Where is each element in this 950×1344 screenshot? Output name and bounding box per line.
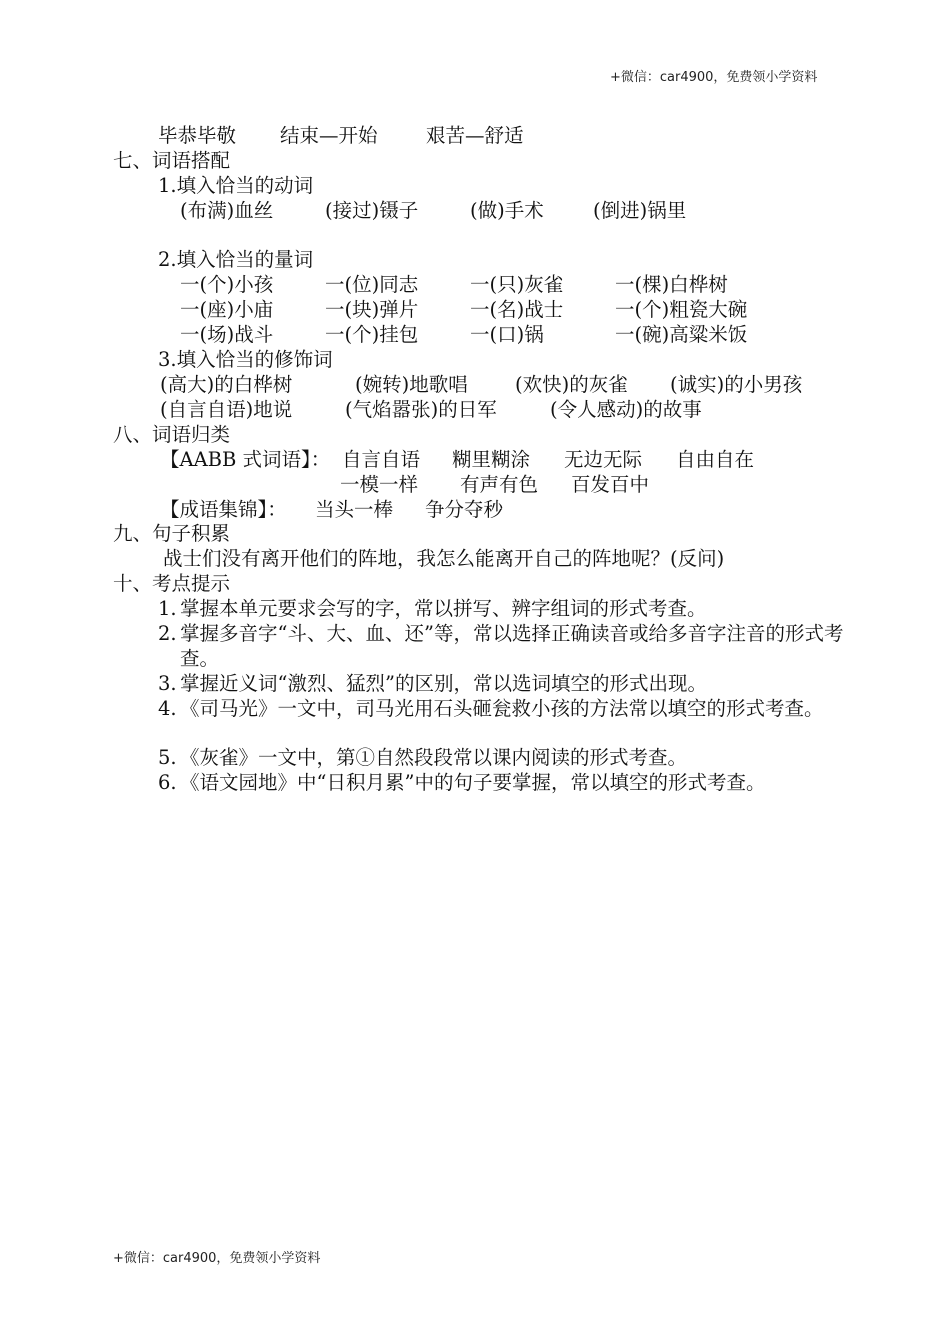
- point-number: 2.: [158, 622, 177, 645]
- aabb-word: 自由自在: [676, 448, 755, 471]
- measure-item: 一(棵)白桦树: [615, 273, 728, 296]
- idiom-word: 争分夺秒: [425, 498, 504, 521]
- top-line-item: 毕恭毕敬: [158, 124, 237, 147]
- measure-item: 一(个)小孩: [180, 273, 274, 296]
- measure-item: 一(碗)高粱米饭: [615, 323, 748, 346]
- verb-item: (做)手术: [470, 199, 544, 222]
- section-7-2-title: 2.填入恰当的量词: [158, 248, 314, 271]
- footer-note: +微信：car4900，免费领小学资料: [113, 1251, 321, 1266]
- aabb-word: 有声有色: [460, 473, 539, 496]
- point-item: [158, 672, 852, 697]
- point-text: 《司马光》一文中，司马光用石头砸瓮救小孩的方法常以填空的形式考查。: [180, 697, 824, 720]
- aabb-word: 无边无际: [564, 448, 643, 471]
- measure-item: 一(位)同志: [325, 273, 419, 296]
- point-number: 6.: [158, 771, 177, 794]
- verb-item: (接过)镊子: [325, 199, 419, 222]
- aabb-word: 糊里糊涂: [452, 448, 531, 471]
- point-item: [158, 622, 852, 671]
- top-line-item: 艰苦—舒适: [426, 124, 524, 147]
- measure-item: 一(只)灰雀: [470, 273, 564, 296]
- measure-item: 一(块)弹片: [325, 298, 419, 321]
- modifier-item: (诚实)的小男孩: [670, 373, 803, 396]
- section-7-1-title: 1.填入恰当的动词: [158, 174, 314, 197]
- point-number: 4.: [158, 697, 177, 720]
- point-item: [158, 746, 852, 771]
- idiom-word: 当头一棒: [315, 498, 394, 521]
- aabb-word: 百发百中: [571, 473, 650, 496]
- aabb-label: 【AABB 式词语】：: [160, 448, 331, 471]
- verb-item: (倒进)锅里: [593, 199, 687, 222]
- modifier-item: (令人感动)的故事: [550, 398, 702, 421]
- sentence: 战士们没有离开他们的阵地，我怎么能离开自己的阵地呢？(反问): [163, 547, 725, 570]
- point-text: 《灰雀》一文中，第①自然段段常以课内阅读的形式考查。: [180, 746, 688, 769]
- aabb-word: 自言自语: [342, 448, 421, 471]
- section-8-title: 八、词语归类: [113, 423, 231, 446]
- verb-item: (布满)血丝: [180, 199, 274, 222]
- idiom-label: 【成语集锦】：: [160, 498, 287, 521]
- point-item: [158, 771, 852, 796]
- section-7-title: 七、词语搭配: [113, 149, 231, 172]
- measure-item: 一(个)粗瓷大碗: [615, 298, 748, 321]
- point-item: [158, 697, 852, 722]
- modifier-item: (气焰嚣张)的日军: [345, 398, 497, 421]
- point-text: 掌握本单元要求会写的字，常以拼写、辨字组词的形式考查。: [180, 597, 707, 620]
- point-text: 《语文园地》中“日积月累”中的句子要掌握，常以填空的形式考查。: [180, 771, 766, 794]
- measure-item: 一(个)挂包: [325, 323, 419, 346]
- point-text: 掌握多音字“斗、大、血、还”等，常以选择正确读音或给多音字注音的形式考查。: [180, 622, 844, 670]
- top-line-item: 结束—开始: [280, 124, 378, 147]
- header-note: +微信：car4900，免费领小学资料: [610, 70, 818, 85]
- modifier-item: (婉转)地歌唱: [355, 373, 468, 396]
- point-item: [158, 597, 852, 622]
- measure-item: 一(名)战士: [470, 298, 564, 321]
- point-number: 1.: [158, 597, 177, 620]
- modifier-item: (自言自语)地说: [160, 398, 293, 421]
- section-10-title: 十、考点提示: [113, 572, 231, 595]
- modifier-item: (高大)的白桦树: [160, 373, 293, 396]
- point-number: 3.: [158, 672, 177, 695]
- point-number: 5.: [158, 746, 177, 769]
- measure-item: 一(口)锅: [470, 323, 544, 346]
- measure-item: 一(场)战斗: [180, 323, 274, 346]
- section-7-3-title: 3.填入恰当的修饰词: [158, 348, 333, 371]
- modifier-item: (欢快)的灰雀: [515, 373, 628, 396]
- section-9-title: 九、句子积累: [113, 522, 231, 545]
- aabb-word: 一模一样: [340, 473, 419, 496]
- measure-item: 一(座)小庙: [180, 298, 274, 321]
- point-text: 掌握近义词“激烈、猛烈”的区别，常以选词填空的形式出现。: [180, 672, 707, 695]
